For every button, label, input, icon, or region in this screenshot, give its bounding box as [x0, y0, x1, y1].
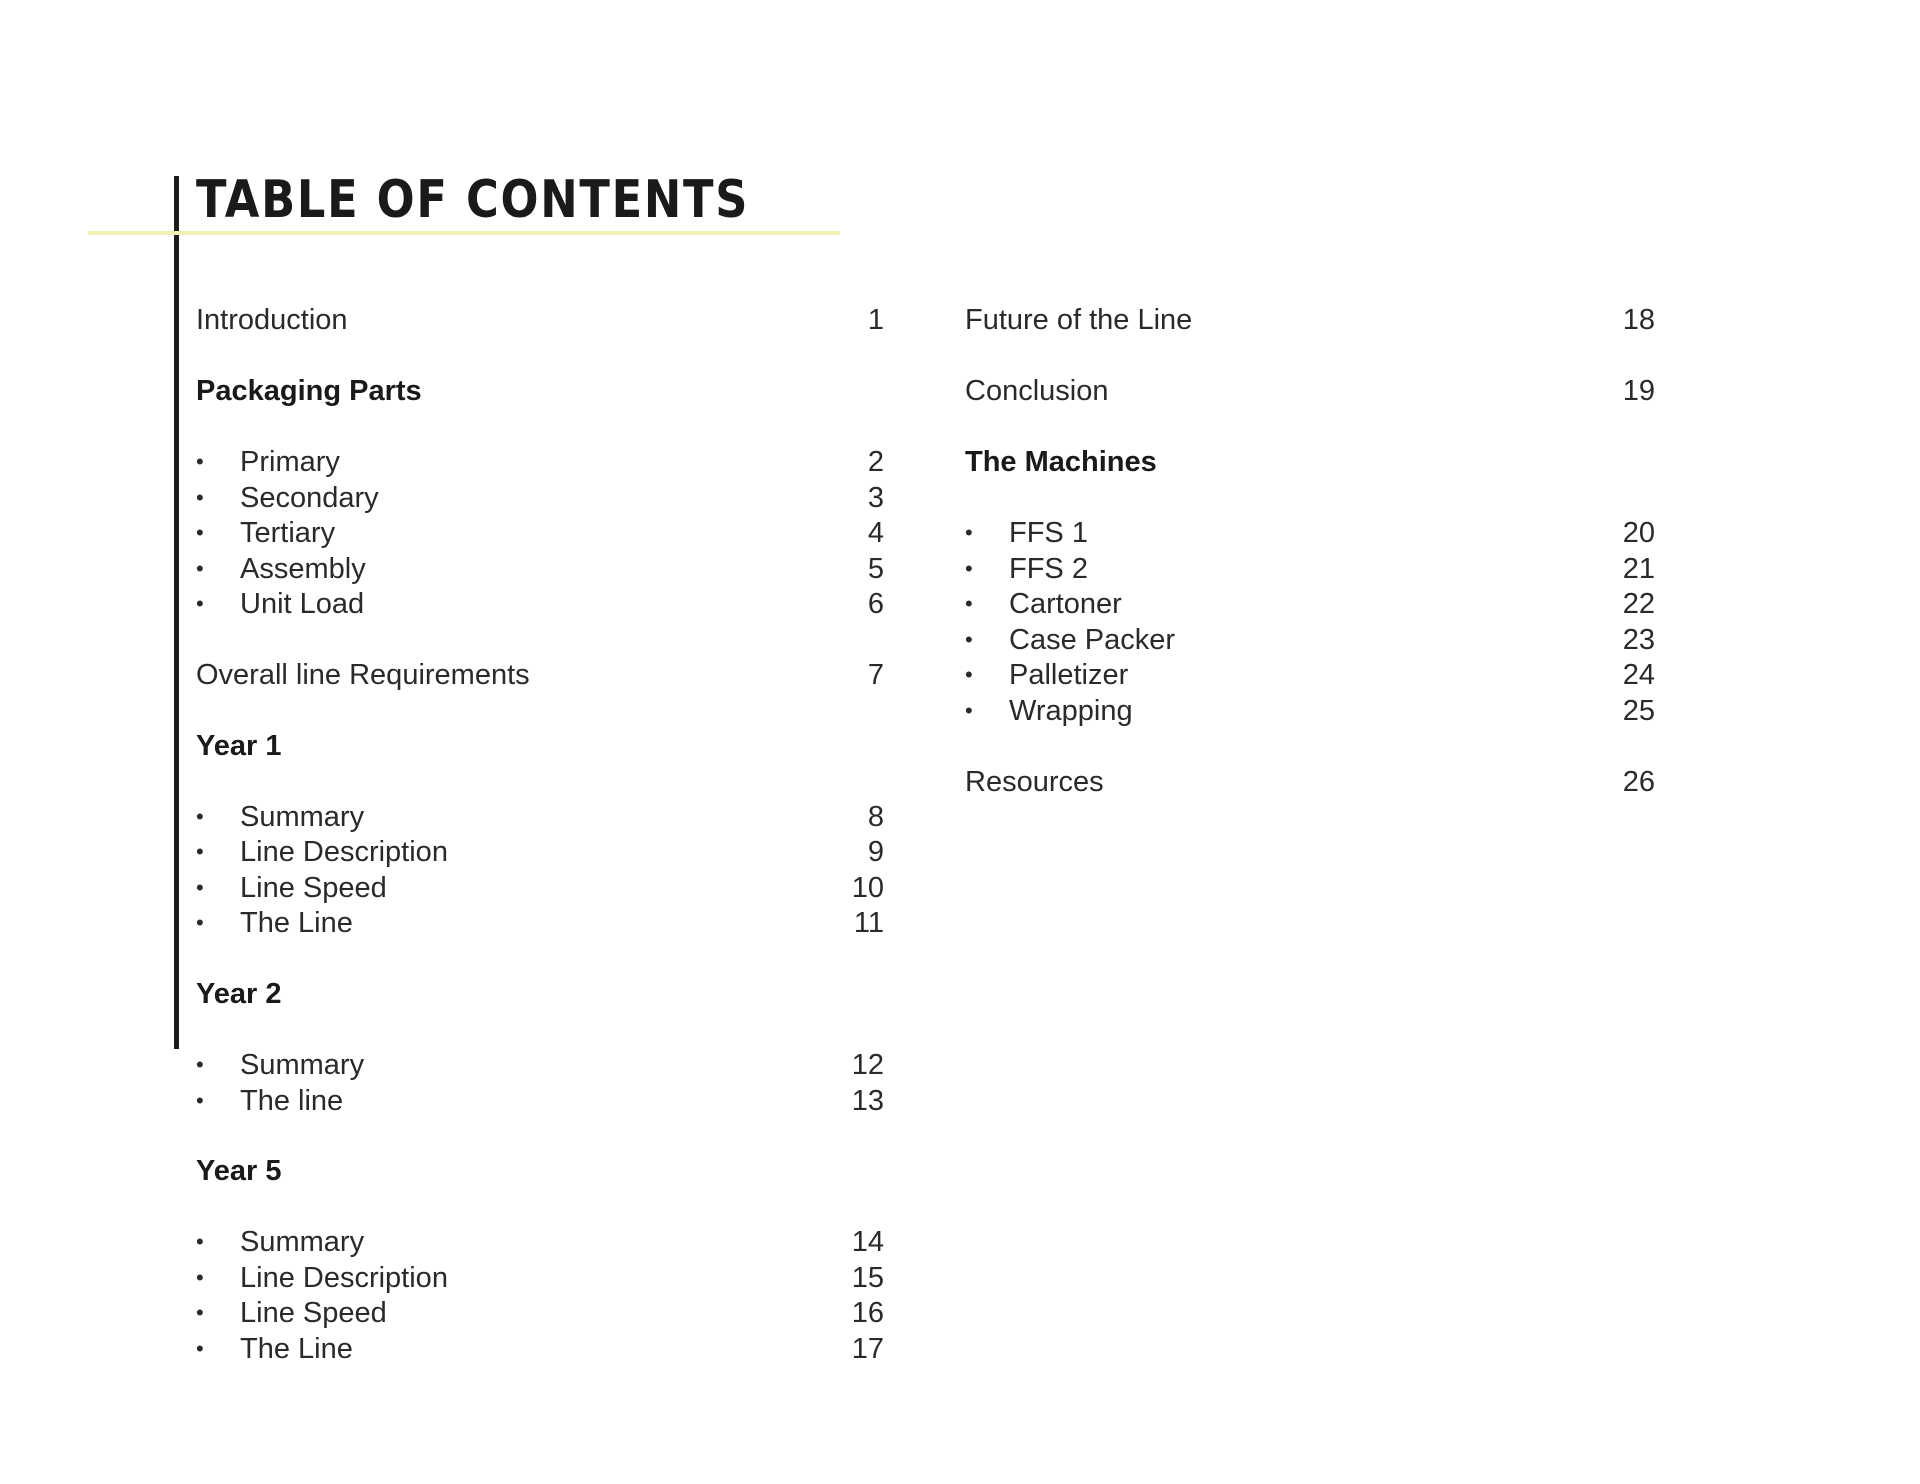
toc-page-number: 9 — [867, 836, 884, 868]
bullet-icon: • — [196, 875, 204, 900]
bullet-icon: • — [196, 485, 204, 510]
bullet-icon: • — [196, 839, 204, 864]
toc-entry-label: The line — [240, 1085, 344, 1117]
bullet-icon: • — [196, 1088, 204, 1113]
toc-entry[interactable] — [196, 905, 884, 941]
toc-entry-label: Line Speed — [240, 872, 387, 904]
toc-page-number: 14 — [851, 1226, 884, 1258]
toc-entry[interactable] — [196, 1047, 884, 1083]
toc-entry[interactable] — [965, 622, 1655, 658]
toc-section-heading — [196, 976, 884, 1012]
bullet-icon: • — [965, 662, 973, 687]
toc-page-number: 24 — [1622, 659, 1655, 691]
toc-entry[interactable] — [965, 693, 1655, 729]
toc-entry[interactable] — [196, 551, 884, 587]
bullet-icon: • — [196, 1336, 204, 1361]
toc-entry[interactable] — [196, 480, 884, 516]
toc-entry-label: Palletizer — [1009, 659, 1129, 691]
toc-page-number: 23 — [1622, 624, 1655, 656]
bullet-icon: • — [196, 449, 204, 474]
toc-entry-label: Summary — [240, 1049, 365, 1081]
toc-entry-label: Introduction — [196, 304, 348, 336]
left-accent-bar — [174, 176, 179, 1049]
bullet-icon: • — [965, 591, 973, 616]
toc-page-number: 2 — [867, 446, 884, 478]
toc-page-number: 8 — [867, 801, 884, 833]
toc-page-number: 3 — [867, 482, 884, 514]
toc-page-number: 25 — [1622, 695, 1655, 727]
toc-page-number: 20 — [1622, 517, 1655, 549]
bullet-icon: • — [196, 910, 204, 935]
toc-entry-label: Tertiary — [240, 517, 336, 549]
toc-entry-label: Unit Load — [240, 588, 365, 620]
bullet-icon: • — [196, 591, 204, 616]
toc-entry-label: Year 1 — [196, 730, 282, 762]
toc-entry[interactable] — [965, 302, 1655, 338]
toc-section-heading — [965, 444, 1655, 480]
toc-entry-label: Resources — [965, 766, 1104, 798]
toc-entry-label: Summary — [240, 1226, 365, 1258]
toc-entry[interactable] — [196, 586, 884, 622]
toc-entry[interactable] — [965, 515, 1655, 551]
toc-entry-label: Secondary — [240, 482, 379, 514]
toc-entry[interactable] — [196, 870, 884, 906]
toc-page-number: 11 — [853, 907, 884, 939]
toc-page-number: 21 — [1622, 553, 1655, 585]
bullet-icon: • — [196, 804, 204, 829]
toc-page-number: 15 — [851, 1262, 884, 1294]
bullet-icon: • — [196, 1265, 204, 1290]
bullet-icon: • — [196, 1229, 204, 1254]
toc-entry[interactable] — [965, 551, 1655, 587]
toc-section-heading — [196, 373, 884, 409]
toc-page-number: 1 — [867, 304, 884, 336]
toc-page-number: 22 — [1622, 588, 1655, 620]
toc-entry[interactable] — [965, 764, 1655, 800]
toc-entry-label: Line Description — [240, 1262, 448, 1294]
toc-entry[interactable] — [196, 1224, 884, 1260]
toc-entry[interactable] — [196, 799, 884, 835]
toc-entry[interactable] — [965, 657, 1655, 693]
toc-entry-label: Line Speed — [240, 1297, 387, 1329]
toc-entry-label: Line Description — [240, 836, 448, 868]
toc-page-number: 12 — [851, 1049, 884, 1081]
toc-entry-label: FFS 1 — [1009, 517, 1088, 549]
bullet-icon: • — [196, 1052, 204, 1077]
bullet-icon: • — [965, 627, 973, 652]
toc-entry-label: Case Packer — [1009, 624, 1176, 656]
toc-entry-label: The Machines — [965, 446, 1157, 478]
toc-entry-label: The Line — [240, 1333, 353, 1365]
toc-page-number: 4 — [867, 517, 884, 549]
toc-entry-label: The Line — [240, 907, 353, 939]
toc-entry[interactable] — [965, 373, 1655, 409]
toc-page-number: 13 — [851, 1085, 884, 1117]
toc-page-number: 19 — [1622, 375, 1655, 407]
toc-entry-label: Summary — [240, 801, 365, 833]
bullet-icon: • — [196, 1300, 204, 1325]
toc-entry-label: Year 2 — [196, 978, 282, 1010]
toc-entry[interactable] — [196, 1295, 884, 1331]
toc-entry-label: Packaging Parts — [196, 375, 422, 407]
bullet-icon: • — [196, 520, 204, 545]
toc-entry-label: Assembly — [240, 553, 366, 585]
toc-page-number: 7 — [867, 659, 884, 691]
toc-page-number: 5 — [867, 553, 884, 585]
toc-entry-label: Future of the Line — [965, 304, 1193, 336]
bullet-icon: • — [196, 556, 204, 581]
toc-entry-label: FFS 2 — [1009, 553, 1088, 585]
toc-entry[interactable] — [965, 586, 1655, 622]
toc-entry[interactable] — [196, 1331, 884, 1367]
toc-entry-label: Conclusion — [965, 375, 1109, 407]
toc-page-number: 6 — [867, 588, 884, 620]
bullet-icon: • — [965, 698, 973, 723]
toc-page-number: 17 — [851, 1333, 884, 1365]
toc-entry[interactable] — [196, 1260, 884, 1296]
toc-page-number: 10 — [851, 872, 884, 904]
toc-page-number: 18 — [1622, 304, 1655, 336]
toc-entry[interactable] — [196, 302, 884, 338]
toc-entry[interactable] — [196, 834, 884, 870]
toc-entry[interactable] — [196, 657, 884, 693]
bullet-icon: • — [965, 556, 973, 581]
toc-section-heading — [196, 728, 884, 764]
toc-entry[interactable] — [196, 444, 884, 480]
toc-entry-label: Overall line Requirements — [196, 659, 530, 691]
toc-entry-label: Cartoner — [1009, 588, 1122, 620]
toc-entry-label: Primary — [240, 446, 340, 478]
toc-entry[interactable] — [196, 515, 884, 551]
bullet-icon: • — [965, 520, 973, 545]
page-title: TABLE OF CONTENTS — [196, 170, 750, 230]
toc-page-number: 16 — [851, 1297, 884, 1329]
toc-entry-label: Year 5 — [196, 1155, 282, 1187]
toc-entry[interactable] — [196, 1083, 884, 1119]
toc-entry-label: Wrapping — [1009, 695, 1133, 727]
toc-page-number: 26 — [1622, 766, 1655, 798]
toc-section-heading — [196, 1153, 884, 1189]
